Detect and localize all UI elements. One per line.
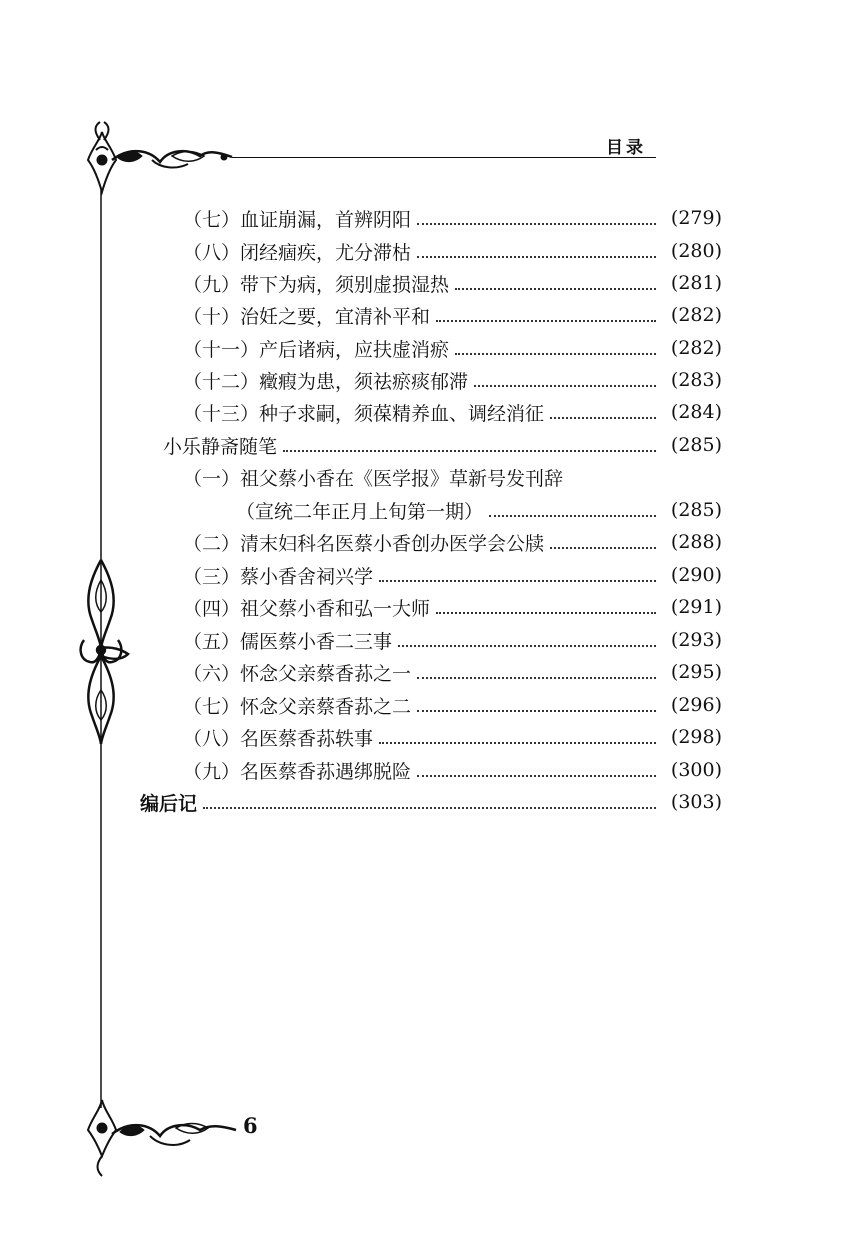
page-number: 6 (243, 1113, 258, 1138)
toc-entry-title: （二）清末妇科名医蔡小香创办医学会公牍 (183, 532, 545, 555)
toc-entry-title: （十一）产后诸病，应扶虚消瘀 (183, 338, 450, 361)
running-header-title: 目录 (606, 138, 646, 158)
toc-entry-title: （十三）种子求嗣，须葆精养血、调经消征 (183, 402, 545, 425)
toc-entry (163, 429, 722, 461)
toc-entry-title: （宣统二年正月上旬第一期） (236, 500, 484, 523)
toc-leader-dots (550, 417, 656, 419)
toc-entry-page: (295) (670, 661, 722, 683)
toc-leader-dots (436, 320, 656, 322)
toc-entry-title: （七）怀念父亲蔡香荪之二 (183, 695, 412, 718)
toc-leader-dots (455, 288, 656, 290)
toc-leader-dots (417, 223, 656, 225)
toc-entry-page: (285) (670, 499, 722, 521)
toc-entry-title: （六）怀念父亲蔡香荪之一 (183, 662, 412, 685)
toc-entry (183, 721, 722, 753)
toc-entry (140, 786, 722, 818)
toc-entry-title: （七）血证崩漏，首辨阴阳 (183, 208, 412, 231)
toc-entry-page: (284) (670, 401, 722, 423)
toc-entry (236, 494, 722, 526)
toc-leader-dots (417, 677, 656, 679)
toc-leader-dots (417, 775, 656, 777)
toc-entry (183, 461, 722, 493)
toc-entry-page: (282) (670, 304, 722, 326)
toc-entry-page: (293) (670, 629, 722, 651)
toc-entry (183, 267, 722, 299)
toc-entry (183, 396, 722, 428)
toc-entry-title: （三）蔡小香舍祠兴学 (183, 565, 374, 588)
toc-entry (183, 624, 722, 656)
toc-entry (183, 526, 722, 558)
toc-entry-page: (303) (670, 791, 722, 813)
toc-entry (183, 656, 722, 688)
toc-entry-title: （十）治妊之要，宜清补平和 (183, 305, 431, 328)
toc-entry (183, 299, 722, 331)
bottom-left-corner-ornament-icon (88, 1100, 236, 1176)
toc-entry (183, 591, 722, 623)
toc-entry-page: (279) (670, 207, 722, 229)
toc-entry (183, 559, 722, 591)
top-left-corner-ornament-icon (88, 122, 232, 192)
toc-entry-title: （九）带下为病，须别虚损湿热 (183, 273, 450, 296)
toc-leader-dots (550, 547, 656, 549)
toc-entry-title: （五）儒医蔡小香二三事 (183, 630, 393, 653)
toc-leader-dots (417, 710, 656, 712)
toc-entry-title: （八）名医蔡香荪轶事 (183, 727, 374, 750)
toc-entry-title: （一）祖父蔡小香在《医学报》草新号发刊辞 (183, 467, 564, 490)
toc-leader-dots (455, 353, 656, 355)
toc-entry-page: (288) (670, 531, 722, 553)
toc-entry-title: 小乐静斋随笔 (163, 435, 278, 458)
left-middle-ornament-icon (81, 560, 128, 744)
toc-entry-page: (298) (670, 726, 722, 748)
toc-entry-title: 编后记 (140, 792, 198, 815)
toc-entry-page: (291) (670, 596, 722, 618)
toc-entry (183, 364, 722, 396)
toc-entry-page: (281) (670, 272, 722, 294)
toc-leader-dots (398, 645, 656, 647)
toc-entry-page: (296) (670, 694, 722, 716)
toc-entry-title: （九）名医蔡香荪遇绑脱险 (183, 760, 412, 783)
toc-leader-dots (436, 612, 656, 614)
header-rule (232, 157, 656, 158)
toc-leader-dots (203, 807, 656, 809)
toc-entry (183, 235, 722, 267)
toc-leader-dots (474, 385, 656, 387)
toc-entry-page: (282) (670, 337, 722, 359)
toc-entry-title: （八）闭经痼疾，尤分滞枯 (183, 241, 412, 264)
toc-entry (183, 202, 722, 234)
toc-entry (183, 754, 722, 786)
toc-entry-page: (285) (670, 434, 722, 456)
toc-leader-dots (379, 742, 656, 744)
toc-entry-page: (300) (670, 759, 722, 781)
toc-leader-dots (283, 450, 656, 452)
toc-leader-dots (489, 515, 656, 517)
toc-entry-title: （十二）癥瘕为患，须祛瘀痰郁滞 (183, 370, 469, 393)
toc-leader-dots (417, 256, 656, 258)
toc-entry-page: (283) (670, 369, 722, 391)
toc-entry (183, 332, 722, 364)
toc-leader-dots (379, 580, 656, 582)
toc-entry-page: (280) (670, 240, 722, 262)
toc-entry (183, 689, 722, 721)
toc-entry-title: （四）祖父蔡小香和弘一大师 (183, 597, 431, 620)
toc-entry-page: (290) (670, 564, 722, 586)
